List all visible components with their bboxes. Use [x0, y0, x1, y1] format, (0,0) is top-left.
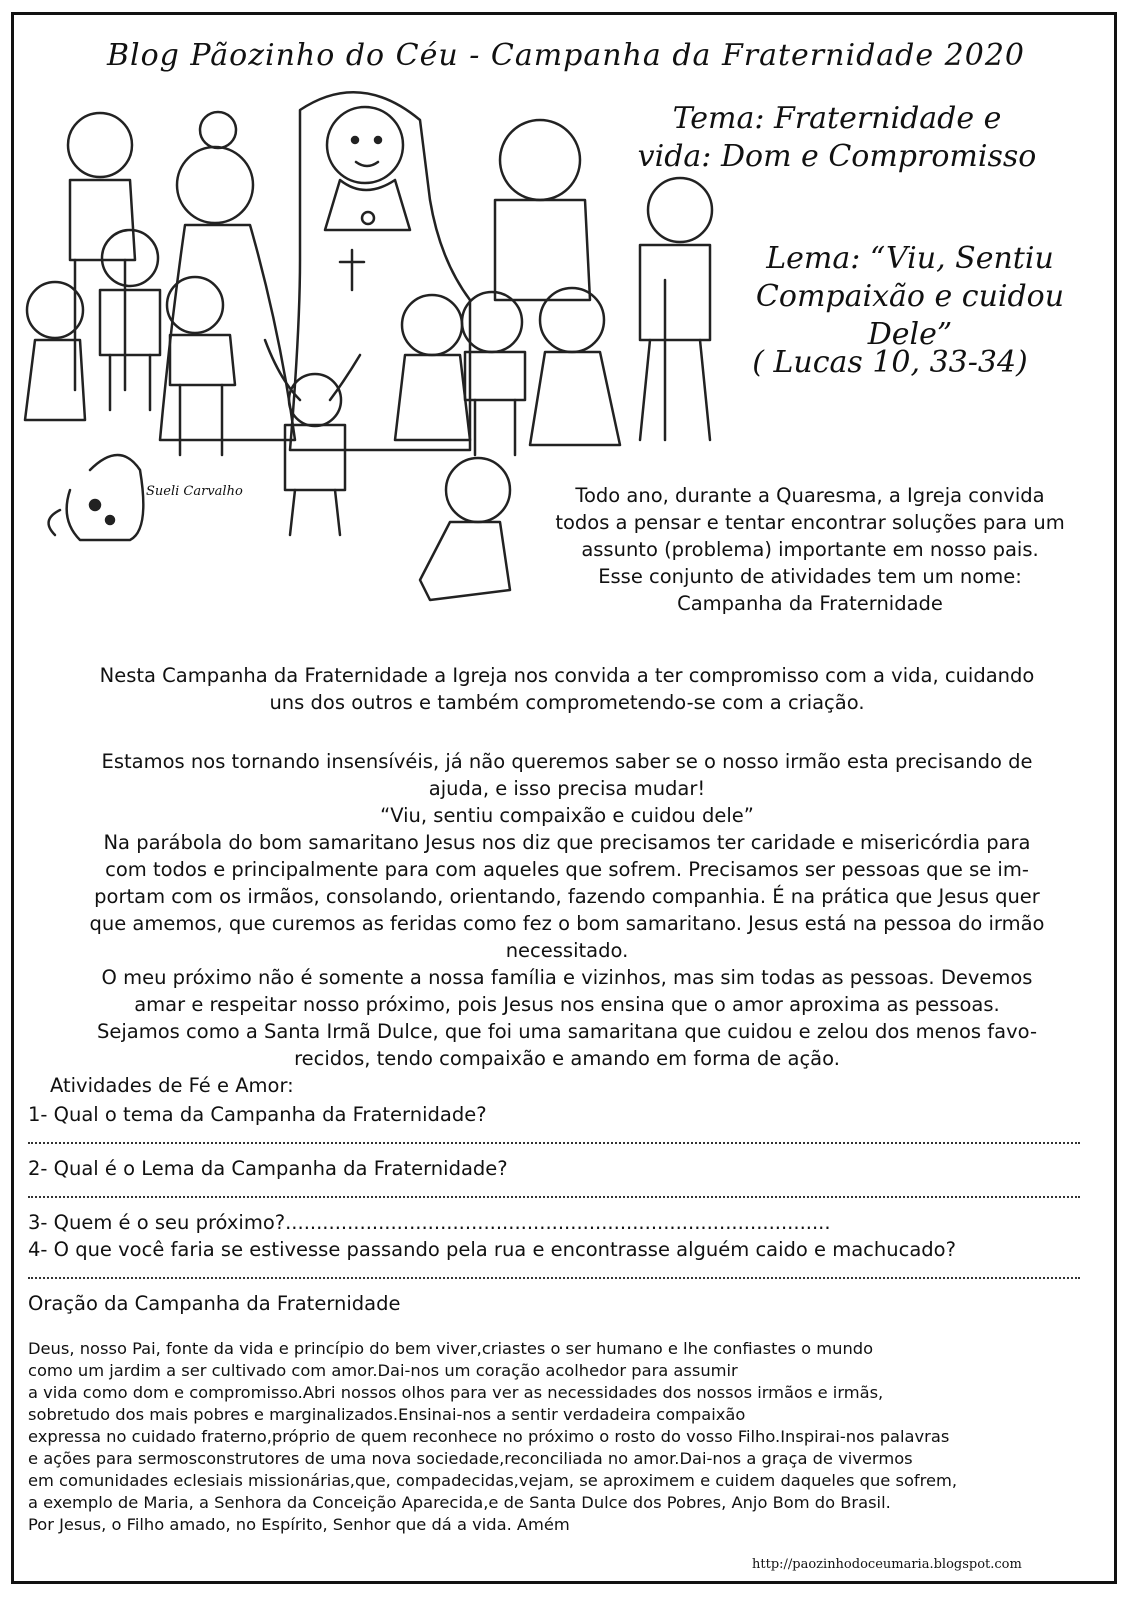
child-arms-up: [265, 340, 360, 535]
prayer-title: Oração da Campanha da Fraternidade: [28, 1292, 401, 1315]
text-line: portam com os irmãos, consolando, orientando, fazendo companhia. É na prática que Jesus quer: [94, 885, 1040, 908]
paragraph-1: [22, 662, 1112, 716]
prayer-line: sobretudo dos mais pobres e marginalizados.Ensinai-nos a sentir verdadeira compaixão: [28, 1405, 746, 1424]
bible-reference: ( Lucas 10, 33-34): [752, 345, 1028, 380]
question-2: 2- Qual é o Lema da Campanha da Fraternidade?: [28, 1157, 508, 1180]
page-title: Blog Pãozinho do Céu - Campanha da Fraternidade 2020: [106, 38, 1025, 73]
motto-line-2: Compaixão e cuidou: [755, 279, 1065, 314]
intro-line: assunto (problema) importante em nosso pais.: [581, 538, 1039, 561]
text-line: “Viu, sentiu compaixão e cuidou dele”: [380, 804, 754, 827]
text-line: ajuda, e isso precisa mudar!: [428, 777, 706, 800]
campaign-motto: [720, 240, 1100, 354]
boy-with-crutch: [640, 178, 712, 440]
nun-figure: [290, 92, 470, 450]
text-line: uns dos outros e também comprometendo-se com a criação.: [269, 691, 865, 714]
prayer-line: a exemplo de Maria, a Senhora da Conceição Aparecida,e de Santa Dulce dos Pobres, Anjo Bom do Brasil.: [28, 1493, 891, 1512]
text-line: que amemos, que curemos as feridas como fez o bom samaritano. Jesus está na pessoa do irmão: [89, 912, 1045, 935]
text-line: com todos e principalmente para com aqueles que sofrem. Precisamos ser pessoas que se im-: [105, 858, 1029, 881]
text-line: Sejamos como a Santa Irmã Dulce, que foi uma samaritana que cuidou e zelou dos menos favo-: [97, 1020, 1037, 1043]
question-3: 3- Quem é o seu próximo?........................................................................................: [28, 1211, 831, 1234]
intro-line: Todo ano, durante a Quaresma, a Igreja convida: [575, 484, 1045, 507]
kneeling-child: [420, 458, 510, 600]
motto-line-3: Dele”: [867, 317, 953, 352]
boy-figure-3: [167, 277, 235, 455]
theme-line-2: vida: Dom e Compromisso: [637, 139, 1037, 174]
question-1: 1- Qual o tema da Campanha da Fraternidade?: [28, 1103, 487, 1126]
prayer-line: em comunidades eclesiais missionárias,que, compadecidas,vejam, se aproximem e cuidem daqueles que sofrem,: [28, 1471, 958, 1490]
girl-figure-3: [530, 288, 620, 445]
illustration-credit: Sueli Carvalho: [146, 484, 243, 499]
blog-url[interactable]: http://paozinhodoceumaria.blogspot.com: [752, 1557, 1022, 1572]
intro-text: [520, 482, 1100, 617]
text-line: Nesta Campanha da Fraternidade a Igreja nos convida a ter compromisso com a vida, cuidando: [99, 664, 1035, 687]
dog-figure: [49, 455, 144, 540]
question-4: 4- O que você faria se estivesse passando pela rua e encontrasse alguém caido e machucado?: [28, 1238, 956, 1261]
theme-line-1: Tema: Fraternidade e: [672, 101, 1002, 136]
text-line: Na parábola do bom samaritano Jesus nos diz que precisamos ter caridade e misericórdia para: [103, 831, 1031, 854]
prayer-text: [28, 1338, 1108, 1536]
boy-figure-2: [100, 230, 160, 410]
prayer-line: e ações para sermosconstrutores de uma nova sociedade,reconciliada no amor.Dai-nos a graça de vivermos: [28, 1449, 913, 1468]
text-line: O meu próximo não é somente a nossa família e vizinhos, mas sim todas as pessoas. Devemos: [101, 966, 1033, 989]
text-line: amar e respeitar nosso próximo, pois Jesus nos ensina que o amor aproxima as pessoas.: [134, 993, 1000, 1016]
boy-figure-5: [495, 120, 590, 300]
paragraph-2: [22, 748, 1112, 1072]
intro-line: Campanha da Fraternidade: [677, 592, 943, 615]
text-line: Estamos nos tornando insensívéis, já não queremos saber se o nosso irmão esta precisando de: [101, 750, 1033, 773]
text-line: necessitado.: [505, 939, 629, 962]
prayer-line: como um jardim a ser cultivado com amor.Dai-nos um coração acolhedor para assumir: [28, 1361, 738, 1380]
activities-title: Atividades de Fé e Amor:: [50, 1074, 294, 1097]
intro-line: todos a pensar e tentar encontrar soluções para um: [555, 511, 1065, 534]
answer-line-4[interactable]: [28, 1271, 1080, 1279]
girl-figure-2: [395, 295, 470, 440]
boy-figure-4: [462, 292, 525, 455]
prayer-line: Deus, nosso Pai, fonte da vida e princípio do bem viver,criastes o ser humano e lhe confiastes o mundo: [28, 1339, 874, 1358]
prayer-line: expressa no cuidado fraterno,próprio de quem reconhece no próximo o rosto do vosso Filho.Inspirai-nos palavras: [28, 1427, 950, 1446]
answer-line-2[interactable]: [28, 1190, 1080, 1198]
text-line: recidos, tendo compaixão e amando em forma de ação.: [294, 1047, 840, 1070]
prayer-line: Por Jesus, o Filho amado, no Espírito, Senhor que dá a vida. Amém: [28, 1515, 570, 1534]
answer-line-1[interactable]: [28, 1136, 1080, 1144]
prayer-line: a vida como dom e compromisso.Abri nossos olhos para ver as necessidades dos nossos irmãos e irmãs,: [28, 1383, 884, 1402]
intro-line: Esse conjunto de atividades tem um nome:: [598, 565, 1022, 588]
campaign-theme: [612, 100, 1062, 176]
motto-line-1: Lema: “Viu, Sentiu: [766, 241, 1054, 276]
